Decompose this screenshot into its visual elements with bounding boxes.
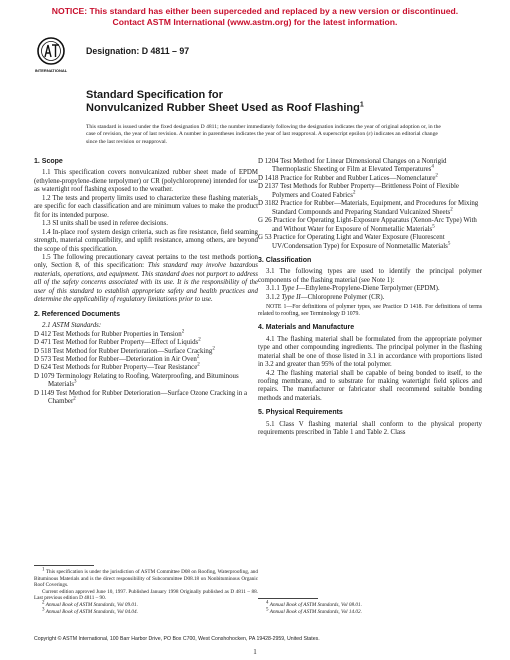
- ref-item: D 518 Test Method for Rubber Deterioration—Surface Cracking$^2$: [34, 346, 215, 355]
- ref-item: G 26 Practice for Operating Light-Exposure Apparatus (Xenon-Arc Type) With and Without Water for Exposure of Nonmetallic Materials$^5$: [258, 217, 477, 233]
- section-5-heading: 5. Physical Requirements: [258, 409, 343, 417]
- para-2-1: 2.1 ASTM Standards:: [42, 322, 102, 330]
- ref-item: D 624 Test Methods for Rubber Property—Tear Resistance$^2$: [34, 363, 200, 372]
- note-1: NOTE 1—For definitions of polymer types, see Practice D 1418. For definitions of terms related to roofing, see Terminology D 1079.: [258, 304, 482, 318]
- ref-item: D 1079 Terminology Relating to Roofing, Waterproofing, and Bituminous Materials$^3$: [34, 372, 239, 389]
- section-2-heading: 2. Referenced Documents: [34, 310, 120, 318]
- para-4-1: 4.1 The flashing material shall be formulated from the appropriate polymer type and other compounding ingredients. The principal polymer in the flashing material shall be one of those listed in 3.1 in accordance with proportions listed in 3.2 and greater than 95% of the total polymer.: [258, 335, 482, 369]
- para-1-3: 1.3 SI units shall be used in referee decisions.: [42, 220, 168, 228]
- ref-item: D 471 Test Method for Rubber Property—Effect of Liquids$^2$: [34, 337, 201, 347]
- para-3-1-1: 3.1.1 Type I—Ethylene-Propylene-Diene Terpolymer (EPDM).: [266, 285, 440, 293]
- para-3-1-2: 3.1.2 Type II—Chloroprene Polymer (CR).: [266, 293, 385, 301]
- issue-note: This standard is issued under the fixed designation D 4811; the number immediately following the designation indicates the year of original adoption or, in the case of revision, the year of last revision. A number in parentheses indicates the year of last reapproval. A superscript epsilon (ε) indicates an editorial change since the last revision or reapproval.: [86, 124, 441, 145]
- para-1-5-intro: 1.5 The following precautionary caveat pertains to the test methods portion only, Section 8, of this specification:: [34, 253, 258, 270]
- para-3-1: 3.1 The following types are used to identify the principal polymer components of the flashing material (see Note 1):: [258, 268, 482, 284]
- section-4-heading: 4. Materials and Manufacture: [258, 324, 355, 332]
- document-title: [86, 89, 364, 115]
- para-5-1: 5.1 Class V flashing material shall conform to the physical property requirements prescribed in Table 1 and Table 2. Class: [258, 420, 482, 437]
- notice-line-2: Contact ASTM International (www.astm.org) for the latest information.: [112, 17, 398, 27]
- left-column: [34, 158, 258, 407]
- footnote-3: $^3$ Annual Book of ASTM Standards, Vol 04.04.: [42, 606, 138, 615]
- footnote-1: $^1$ This specification is under the jurisdiction of ASTM Committee D08 on Roofing, Waterproofing, and Bituminous Materials and is the direct responsibility of Subcommittee D08.18 on Nonbituminous Organic Roof Coverings.: [34, 567, 258, 589]
- ref-item: D 1149 Test Method for Rubber Deterioration—Surface Ozone Cracking in a Chamber$^2$: [34, 389, 248, 406]
- astm-logo: [34, 36, 68, 74]
- footnote-1-edition: Current edition approved June 10, 1997. Published January 1998 Originally published as D 4811 – 88. Last previous edition D 4811 – 90.: [34, 588, 258, 602]
- para-1-5: [34, 254, 258, 305]
- section-3-heading: 3. Classification: [258, 256, 312, 264]
- supersession-notice: [0, 6, 510, 28]
- para-1-2: 1.2 The tests and property limits used to characterize these flashing materials are specific for each classification and are minimum values to make the product fit for its intended purpose.: [34, 194, 258, 219]
- ref-item: D 573 Test Method for Rubber—Deterioration in Air Oven$^2$: [34, 354, 200, 363]
- ref-list-right: [258, 158, 482, 251]
- ref-item: D 1204 Test Method for Linear Dimensional Changes on a Nonrigid Thermoplastic Sheeting or Film at Elevated Temperatures$^4$: [258, 158, 447, 174]
- logo-caption: INTERNATIONAL: [34, 68, 68, 73]
- para-4-2: 4.2 The flashing material shall be capable of being bonded to itself, to the roofing membrane, and to substrate for making watertight field splices and repairs. The manufacturer or fabricator shall recommend suitable bonding methods and materials.: [258, 369, 482, 402]
- title-main: Nonvulcanized Rubber Sheet Used as Roof Flashing: [86, 102, 360, 114]
- designation: Designation: D 4811 – 97: [86, 46, 190, 56]
- notice-line-1: NOTICE: This standard has either been superceded and replaced by a new version or discontinued.: [51, 6, 459, 16]
- footnotes-right: [258, 602, 482, 615]
- ref-list-left: [34, 331, 258, 407]
- section-1-heading: 1. Scope: [34, 158, 63, 165]
- para-1-4: 1.4 In-place roof system design criteria, such as fire resistance, field seaming strength, material compatibility, and uplift resistance, among others, are beyond the scope of this specification.: [34, 228, 258, 253]
- ref-item: D 412 Test Methods for Rubber Properties in Tension$^2$: [34, 329, 185, 338]
- page-number: 1: [253, 648, 257, 656]
- para-1-5-caveat: This standard may involve hazardous materials, operations, and equipment. This standard does not purport to address all of the safety concerns associated with its use. It is the responsibility of the user of this standard to establish appropriate safety and health practices and determine the applicability of regulatory limitations prior to use.: [34, 262, 258, 304]
- copyright-line: Copyright © ASTM International, 100 Barr Harbor Drive, PO Box C700, West Conshohocken, PA 19428-2959, United States.: [34, 636, 320, 642]
- ref-item: G 53 Practice for Operating Light and Water Exposure (Fluorescent UV/Condensation Type) for Exposure of Nonmetallic Materials$^5$: [258, 234, 451, 250]
- ref-item: D 3182 Practice for Rubber—Materials, Equipment, and Procedures for Mixing Standard Compounds and Preparing Standard Vulcanized Sheets$^2$: [258, 200, 479, 216]
- footnote-2: $^2$ Annual Book of ASTM Standards, Vol 09.01.: [42, 600, 138, 608]
- ref-item: D 1418 Practice for Rubber and Rubber Latices—Nomenclature$^2$: [258, 173, 438, 182]
- title-line-2: [86, 102, 364, 115]
- footnotes-left: [34, 569, 258, 615]
- right-column: [258, 158, 482, 438]
- astm-logo-icon: [34, 36, 68, 74]
- para-1-1: 1.1 This specification covers nonvulcanized rubber sheet made of EPDM (ethylene-propylene-diene terpolymer) or CR (polychloroprene) intended for use as watertight roof flashing exposed to the weather.: [34, 169, 258, 194]
- title-footnote-ref: 1: [359, 101, 364, 109]
- ref-item: D 2137 Test Methods for Rubber Property—Brittleness Point of Flexible Polymers and Coated Fabrics$^2$: [258, 183, 459, 199]
- footnote-rule-right: [258, 598, 318, 599]
- footnote-4: $^4$ Annual Book of ASTM Standards, Vol 08.01.: [266, 600, 362, 608]
- footnote-rule-left: [34, 565, 94, 566]
- title-line-1: Standard Specification for: [86, 89, 223, 101]
- footnote-5: $^5$ Annual Book of ASTM Standards, Vol 14.02.: [266, 606, 362, 615]
